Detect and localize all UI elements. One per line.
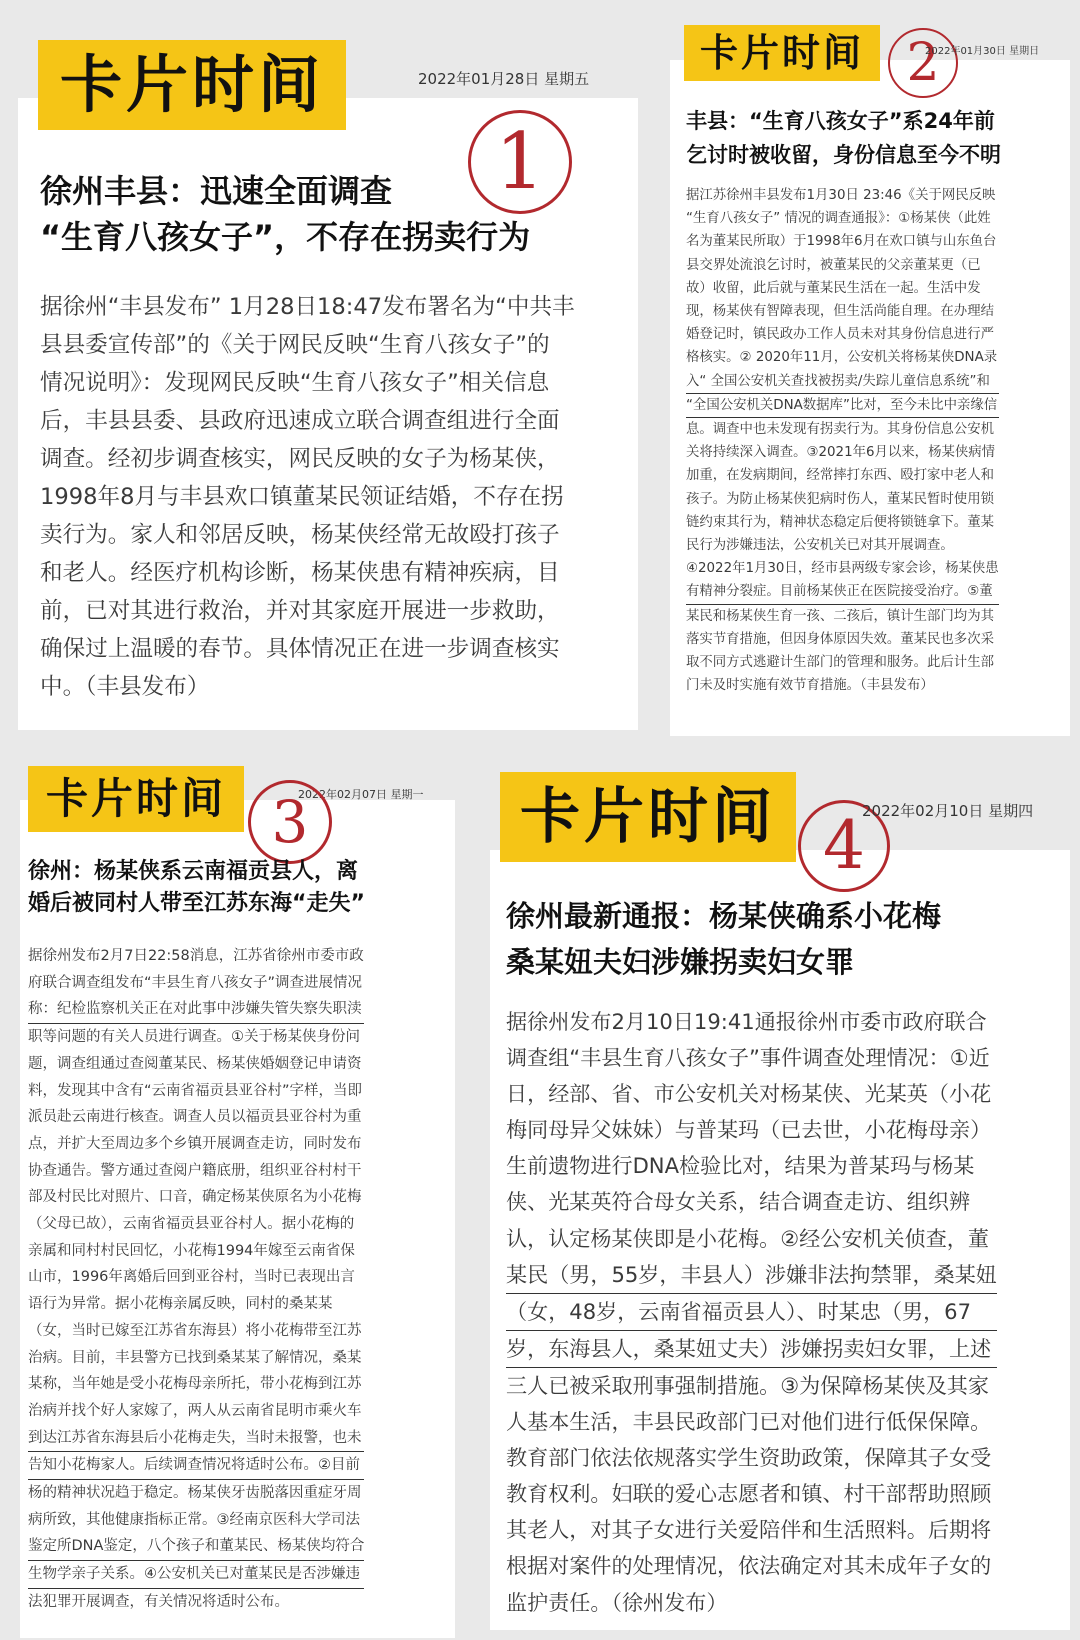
body-line: 府联合调查组发布“丰县生育八孩女子”调查进展情况 [28, 974, 363, 991]
title-line: 丰县：“生育八孩女子”系24年前 [686, 109, 995, 133]
body-line: 语行为异常。据小花梅亲属反映，同村的桑某某 [28, 1296, 333, 1313]
body-line: 息。调查中也未发现有拐卖行为。其身份信息公安机 [686, 422, 994, 438]
body-line: 门未及时实施有效节育措施。（丰县发布） [686, 678, 934, 694]
card-date: 2022年02月07日 星期一 [298, 788, 424, 801]
body-line: 日，经部、省、市公安机关对杨某侠、光某英（小花 [506, 1081, 992, 1107]
body-line: 某称，当年她是受小花梅母亲所托，带小花梅到江苏 [28, 1376, 362, 1393]
title-line: 乞讨时被收留，身份信息至今不明 [686, 143, 1001, 167]
card-date: 2022年01月28日 星期五 [418, 70, 590, 88]
body-line: 监护责任。（徐州发布） [506, 1589, 728, 1615]
body-line: 中。（丰县发布） [40, 674, 210, 700]
body-line: 和老人。经医疗机构诊断，杨某侠患有精神疾病，目 [40, 560, 560, 586]
body-line: “全国公安机关DNA数据库”比对，至今未比中亲缘信 [686, 394, 999, 418]
body-line: 前，已对其进行救治，并对其家庭开展进一步救助， [40, 598, 560, 624]
body-line: 后，丰县县委、县政府迅速成立联合调查组进行全面 [40, 408, 560, 434]
body-line: 职等问题的有关人员进行调查。①关于杨某侠身份问 [28, 1029, 360, 1046]
body-line: 病所致，其他健康指标正常。③经南京医科大学司法 [28, 1511, 360, 1528]
body-line: 点，并扩大至周边多个乡镇开展调查走访，同时发布 [28, 1135, 362, 1152]
body-line: 取不同方式逃避计生部门的管理和服务。此后计生部 [686, 655, 994, 671]
body-line: 杨的精神状况趋于稳定。杨某侠牙齿脱落因重症牙周 [28, 1485, 362, 1502]
body-line: 认，认定杨某侠即是小花梅。②经公安机关侦查，董 [506, 1225, 989, 1251]
circled-number: 4 [798, 800, 890, 892]
body-line: 称：纪检监察机关正在对此事中涉嫌失管失察失职渎 [28, 996, 364, 1024]
title-line: 徐州丰县：迅速全面调查 [40, 172, 393, 210]
title-line: 婚后被同村人带至江苏东海“走失” [28, 891, 365, 916]
body-line: 1998年8月与丰县欢口镇董某民领证结婚，不存在拐 [40, 484, 564, 510]
body-line: 调查组“丰县生育八孩女子”事件调查处理情况：①近 [506, 1045, 990, 1071]
body-line: 三人已被采取刑事强制措施。③为保障杨某侠及其家 [506, 1372, 989, 1398]
body-line: 民行为涉嫌违法，公安机关已对其开展调查。 [686, 538, 954, 554]
body-line: “生育八孩女子” 情况的调查通报》：①杨某侠（此姓 [686, 211, 991, 227]
body-line: 婚登记时，镇民政办工作人员未对其身份信息进行严 [686, 327, 994, 343]
card-date: 2022年02月10日 星期四 [862, 802, 1034, 820]
body-line: 落实节育措施，但因身体原因失效。董某民也多次采 [686, 631, 994, 647]
card-body [506, 1004, 997, 1621]
body-line: 链约束其行为，精神状态稳定后便将锁链拿下。董某 [686, 514, 994, 530]
body-line: 入“ 全国公安机关查找被拐卖/失踪儿童信息系统”和 [686, 370, 999, 394]
body-line: 现，杨某侠有智障表现，但生活尚能自理。在办理结 [686, 304, 994, 320]
body-line: 某民（男，55岁，丰县人）涉嫌非法拘禁罪，桑某妞 [506, 1257, 997, 1294]
body-line: 告知小花梅家人。后续调查情况将适时公布。②目前 [28, 1452, 364, 1480]
circled-number: 1 [468, 110, 572, 214]
body-line: 县县委宣传部”的《关于网民反映“生育八孩女子”的 [40, 332, 550, 358]
body-line: 关将持续深入调查。③2021年6月以来，杨某侠病情 [686, 445, 996, 461]
body-line: （父母已故），云南省福贡县亚谷村人。据小花梅的 [28, 1216, 355, 1233]
body-line: 调查。经初步调查核实，网民反映的女子为杨某侠， [40, 446, 560, 472]
card-badge: 卡片时间 [684, 25, 880, 81]
body-line: 岁，东海县人，桑某妞丈夫）涉嫌拐卖妇女罪，上述 [506, 1331, 997, 1368]
body-line: （女，当时已嫁至江苏省东海县）将小花梅带至江苏 [28, 1322, 362, 1339]
body-line: 故）收留，此后就与董某民生活在一起。生活中发 [686, 280, 981, 296]
title-line: “生育八孩女子”，不存在拐卖行为 [40, 218, 531, 256]
body-line: 法犯罪开展调查，有关情况将适时公布。 [28, 1593, 289, 1610]
card-badge: 卡片时间 [500, 772, 796, 862]
card-title [506, 893, 941, 985]
title-line: 徐州：杨某侠系云南福贡县人，离 [28, 859, 359, 884]
body-line: 名为董某民所取）于1998年6月在欢口镇与山东鱼台 [686, 234, 997, 250]
card-body [686, 184, 999, 697]
body-line: 生前遗物进行DNA检验比对，结果为普某玛与杨某 [506, 1153, 975, 1179]
body-line: 据徐州发布2月7日22:58消息，江苏省徐州市委市政 [28, 948, 364, 964]
body-line: 县交界处流浪乞讨时，被董某民的父亲董某更（已 [686, 257, 981, 273]
body-line: 情况说明》：发现网民反映“生育八孩女子”相关信息 [40, 370, 550, 396]
body-line: 治病。目前，丰县警方已找到桑某某了解情况，桑某 [28, 1349, 362, 1366]
body-line: 其老人，对其子女进行关爱陪伴和生活照料。后期将 [506, 1517, 992, 1543]
body-line: 协查通告。警方通过查阅户籍底册，组织亚谷村村干 [28, 1162, 362, 1179]
body-line: 料，发现其中含有“云南省福贡县亚谷村”字样，当即 [28, 1082, 363, 1099]
card-body [40, 288, 575, 706]
title-line: 徐州最新通报：杨某侠确系小花梅 [506, 899, 942, 933]
circled-number: 3 [248, 780, 332, 864]
body-line: 教育权利。妇联的爱心志愿者和镇、村干部帮助照顾 [506, 1481, 992, 1507]
body-line: ④2022年1月30日，经市县两级专家会诊，杨某侠患 [686, 561, 999, 577]
card-date: 2022年01月30日 星期日 [925, 46, 1040, 57]
card-badge: 卡片时间 [28, 766, 244, 832]
body-line: 有精神分裂症。目前杨某侠正在医院接受治疗。⑤董 [686, 580, 999, 604]
body-line: 根据对案件的处理情况，依法确定对其未成年子女的 [506, 1553, 992, 1579]
card-title [40, 168, 530, 260]
body-line: 据徐州“丰县发布” 1月28日18:47发布署名为“中共丰 [40, 294, 575, 320]
body-line: 教育部门依法依规落实学生资助政策，保障其子女受 [506, 1445, 992, 1471]
body-line: 孩子。为防止杨某侠犯病时伤人，董某民暂时使用锁 [686, 491, 994, 507]
card-title [28, 856, 365, 920]
body-line: 治病并找个好人家嫁了，两人从云南省昆明市乘火车 [28, 1402, 362, 1419]
card-badge: 卡片时间 [38, 40, 346, 130]
body-line: 派员赴云南进行核查。调查人员以福贡县亚谷村为重 [28, 1109, 362, 1126]
body-line: （女，48岁，云南省福贡县人）、时某忠（男，67 [506, 1294, 997, 1331]
body-line: 侠、光某英符合母女关系，结合调查走访、组织辨 [506, 1189, 971, 1215]
body-line: 加重，在发病期间，经常摔打东西、殴打家中老人和 [686, 468, 994, 484]
title-line: 桑某妞夫妇涉嫌拐卖妇女罪 [506, 945, 855, 979]
body-line: 生物学亲子关系。④公安机关已对董某民是否涉嫌违 [28, 1561, 364, 1589]
card-title [686, 104, 1001, 172]
body-line: 鉴定所DNA鉴定，八个孩子和董某民、杨某侠均符合 [28, 1533, 364, 1561]
card-body [28, 943, 364, 1616]
body-line: 亲属和同村村民回忆，小花梅1994年嫁至云南省保 [28, 1242, 355, 1259]
body-line: 梅同母异父妹妹）与普某玛（已去世，小花梅母亲） [506, 1117, 992, 1143]
body-line: 到达江苏省东海县后小花梅走失，当时未报警，也未 [28, 1425, 364, 1453]
body-line: 某民和杨某侠生育一孩、二孩后，镇计生部门均为其 [686, 608, 994, 624]
body-line: 格核实。② 2020年11月，公安机关将杨某侠DNA录 [686, 350, 998, 366]
body-line: 确保过上温暖的春节。具体情况正在进一步调查核实 [40, 636, 560, 662]
body-line: 题，调查组通过查阅董某民、杨某侠婚姻登记申请资 [28, 1055, 362, 1072]
body-line: 部及村民比对照片、口音，确定杨某侠原名为小花梅 [28, 1189, 362, 1206]
body-line: 人基本生活，丰县民政部门已对他们进行低保保障。 [506, 1409, 992, 1435]
circled-number: 2 [888, 28, 958, 98]
body-line: 山市，1996年离婚后回到亚谷村，当时已表现出言 [28, 1269, 355, 1286]
body-line: 卖行为。家人和邻居反映，杨某侠经常无故殴打孩子 [40, 522, 560, 548]
body-line: 据江苏徐州丰县发布1月30日 23:46《关于网民反映 [686, 188, 996, 203]
body-line: 据徐州发布2月10日19:41通报徐州市委市政府联合 [506, 1009, 987, 1034]
